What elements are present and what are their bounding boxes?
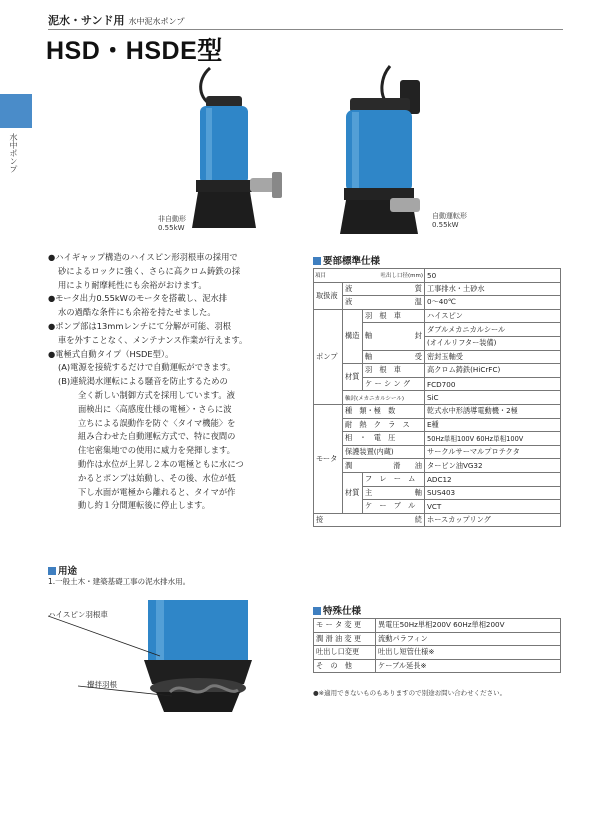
usage-heading: 用途	[48, 563, 77, 577]
feature-line: 立ちによる誤動作を防ぐ〈タイマ機能〉を	[78, 417, 236, 428]
feature-line: 水の過酷な条件にも余裕を持たせました。	[58, 307, 216, 318]
table-row: 保護装置(内蔵) サークルサーマルプロテクタ	[314, 445, 561, 459]
feature-line: 砂によるロックに強く、さらに高クロム鋳鉄の採	[58, 265, 241, 276]
special-heading: 特殊仕様	[313, 603, 361, 617]
spec-table	[313, 268, 561, 527]
feature-line: ●電極式自動タイプ（HSDE型）。	[48, 348, 174, 359]
header-rule	[48, 29, 563, 30]
feature-line: かるとポンプは始動し、その後、水位が低	[78, 472, 236, 483]
caption-automatic: 自動運転形 0.55kW	[432, 212, 467, 229]
cutaway-label-impeller: ハイスピン羽根車	[48, 610, 108, 619]
feature-line: ●ポンプ部は13mmレンチにて分解が可能、羽根	[48, 320, 232, 331]
table-row: 軸封(メカニカルシール) SiC	[314, 391, 561, 405]
feature-line: 面検出に〈高感度仕様の電極〉・さらに波	[78, 403, 232, 414]
feature-line: (B)連続渇水運転による騒音を防止するための	[58, 376, 228, 387]
table-row: 潤 滑 油 タービン油VG32	[314, 459, 561, 473]
side-tab-label: 水中ポンプ	[9, 133, 18, 173]
table-row: 取扱液 液 質 工事排水・土砂水	[314, 282, 561, 296]
feature-line: 組み合わせた自動運転方式で、特に夜間の	[78, 431, 236, 442]
table-row: (オイルリフター装備)	[314, 336, 561, 350]
table-row: 吐出し口変更 吐出し短管仕様※	[314, 646, 561, 660]
feature-line: 住宅密集地での使用に威力を発揮します。	[78, 445, 235, 456]
feature-line: 下し水面が電極から離れると、タイマが作	[78, 486, 236, 497]
cutaway-label-agitator: 攪拌羽根	[87, 680, 117, 689]
category-title: 泥水・サンド用 水中泥水ポンプ	[48, 14, 185, 27]
feature-line: ●ハイギャップ構造のハイスピン形羽根車の採用で	[48, 252, 238, 262]
feature-line: ●モータ出力0.55kWのモータを搭載し、泥水排	[48, 293, 228, 304]
feature-line: 動作は水位が上昇し２本の電極ともに水につ	[78, 458, 244, 469]
feature-line: 車を外すことなく、メンテナンス作業が行えます。	[58, 334, 248, 345]
table-row: 主 軸 SUS403	[314, 486, 561, 500]
special-note: ●※適用できないものもありますので別途お問い合わせください。	[313, 689, 507, 697]
table-row: ケ ー ブ ル VCT	[314, 500, 561, 514]
side-tab	[0, 94, 32, 128]
pump-photo-manual	[176, 60, 306, 235]
table-row: モ ー タ 変 更 異電圧50Hz単相200V 60Hz単相200V	[314, 619, 561, 633]
table-row: 材質 フ レ ー ム ADC12	[314, 472, 561, 486]
feature-line: 全く新しい制御方式を採用しています。液	[78, 389, 235, 400]
table-row: 軸 受 密封玉軸受	[314, 350, 561, 364]
table-row: ケ ー シ ン グ FCD700	[314, 377, 561, 391]
table-row: モータ 種 類・極 数 乾式水中形誘導電動機・2極	[314, 404, 561, 418]
table-row: 相 ・ 電 圧 50Hz単相100V 60Hz単相100V	[314, 432, 561, 446]
feature-line: (A)電源を接続するだけで自動運転ができます。	[58, 362, 236, 373]
table-row: 液 温 0〜40℃	[314, 296, 561, 310]
usage-text: 1.一般土木・建築基礎工事の泥水排水用。	[48, 577, 191, 586]
caption-manual: 非自動形 0.55kW	[158, 215, 186, 232]
feature-list	[48, 251, 291, 513]
table-row: ポンプ 構造 羽 根 車 ハイスピン	[314, 309, 561, 323]
page-title: HSD・HSDE型	[46, 37, 223, 65]
table-row: 軸 封 ダブルメカニカルシール	[314, 323, 561, 337]
table-row: 接 続 ホースカップリング	[314, 513, 561, 527]
table-row: 材質 羽 根 車 高クロム鋳鉄(HiCrFC)	[314, 364, 561, 378]
spec-heading: 要部標準仕様	[313, 253, 380, 267]
table-row: そ の 他 ケーブル延長※	[314, 659, 561, 673]
feature-line: 動し約１分間運転後に停止します。	[78, 500, 211, 511]
table-row: 項目 吐出し口径(mm) 50	[314, 269, 561, 283]
feature-line: 用により耐摩耗性にも余裕がおけます。	[58, 279, 207, 290]
special-table	[313, 618, 561, 673]
table-row: 潤 滑 油 変 更 流動パラフィン	[314, 632, 561, 646]
table-row: 耐 熱 ク ラ ス E種	[314, 418, 561, 432]
